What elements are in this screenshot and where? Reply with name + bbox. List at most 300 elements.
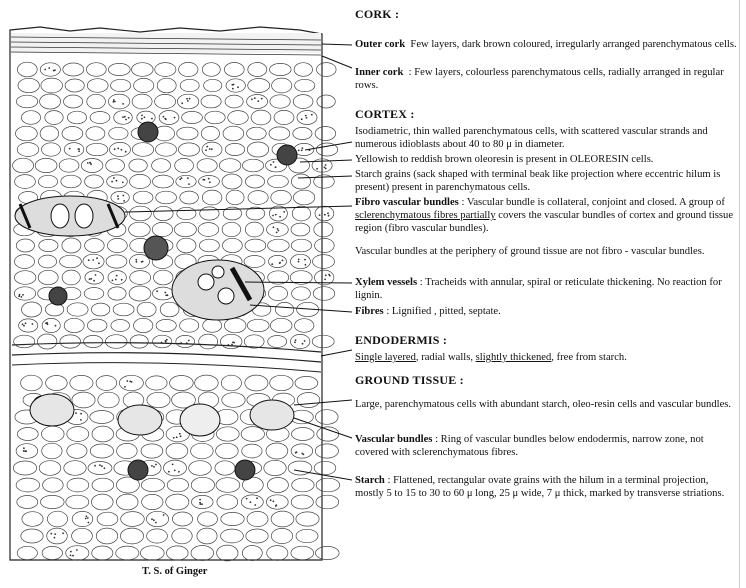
parenchyma-cell (242, 546, 262, 561)
parenchyma-cell (291, 223, 310, 236)
parenchyma-cell (174, 222, 196, 236)
parenchyma-cell (315, 206, 334, 221)
starch-grain-dot (129, 381, 131, 383)
parenchyma-cell (21, 111, 40, 125)
parenchyma-cell (178, 143, 199, 156)
fibro-vascular-bundle-left (15, 196, 125, 236)
parenchyma-cell (42, 443, 62, 459)
parenchyma-cell (64, 95, 83, 108)
parenchyma-cell (175, 158, 194, 172)
parenchyma-cell (293, 127, 312, 139)
parenchyma-cell (313, 255, 335, 269)
starch-grain-dot (165, 341, 167, 343)
parenchyma-cell (222, 174, 242, 189)
starch-grain-dot (187, 177, 189, 179)
leader-starch (298, 176, 352, 178)
parenchyma-cell (15, 175, 36, 189)
starch-grain-dot (23, 325, 25, 327)
parenchyma-cell (59, 159, 79, 172)
leader-inner-cork (322, 56, 352, 68)
parenchyma-cell (246, 529, 268, 543)
parenchyma-cell (222, 222, 241, 236)
parenchyma-cell (315, 444, 338, 458)
parenchyma-cell (270, 375, 293, 390)
parenchyma-cell (268, 239, 290, 252)
parenchyma-cell (81, 159, 103, 173)
parenchyma-cell (83, 254, 104, 269)
starch-grain-dot (53, 70, 55, 72)
parenchyma-cell (295, 79, 315, 91)
starch-grain-dot (48, 67, 50, 69)
parenchyma-cell (268, 336, 287, 348)
parenchyma-cell (267, 478, 288, 493)
parenchyma-cell (177, 127, 198, 140)
xylem-label: Xylem vessels (355, 277, 418, 288)
parenchyma-cell (90, 444, 113, 458)
parenchyma-cell (62, 238, 81, 253)
starch-grain-dot (95, 274, 97, 276)
parenchyma-cell (105, 335, 127, 349)
parenchyma-cell (248, 63, 267, 77)
endodermis-single-layered: Single layered (355, 352, 416, 363)
parenchyma-cell (274, 110, 294, 124)
parenchyma-cell (153, 270, 173, 285)
parenchyma-cell (130, 206, 152, 221)
parenchyma-cell (247, 142, 268, 157)
parenchyma-cell (16, 126, 38, 141)
parenchyma-cell (266, 495, 288, 509)
starch-grain-dot (115, 279, 117, 281)
parenchyma-cell (315, 238, 335, 252)
parenchyma-cell (65, 79, 84, 92)
parenchyma-cell (317, 427, 339, 441)
starch-grain-dot (117, 195, 119, 197)
starch-grain-dot (117, 148, 119, 150)
parenchyma-cell (156, 143, 177, 156)
starch-grain-dot (181, 177, 183, 179)
parenchyma-cell (140, 546, 164, 560)
parenchyma-cell (198, 512, 218, 526)
starch-grain-dot (301, 118, 303, 120)
parenchyma-cell (268, 286, 287, 300)
parenchyma-cell (245, 239, 266, 252)
fvb-desc-1: : Vascular bundle is collateral, conjoint and closed. A group of (461, 197, 725, 208)
starch-grain-dot (273, 161, 275, 163)
starch-grain-dot (165, 118, 167, 120)
starch-grain-dot (80, 419, 82, 421)
parenchyma-cell (17, 428, 38, 441)
leader-endodermis (321, 350, 352, 356)
parenchyma-cell (91, 303, 109, 316)
parenchyma-cell (47, 511, 67, 527)
parenchyma-cell (177, 238, 196, 253)
starch-grain-dot (254, 97, 256, 99)
starch-grain-dot (122, 182, 124, 184)
parenchyma-cell (72, 392, 95, 408)
parenchyma-cell (221, 512, 244, 525)
starch-grain-dot (250, 501, 252, 503)
starch-grain-dot (186, 98, 188, 100)
starch-grain-dot (141, 115, 143, 117)
starch-grain-dot (87, 162, 89, 164)
starch-grain-dot (114, 101, 116, 103)
parenchyma-cell (106, 255, 127, 268)
parenchyma-cell (130, 271, 151, 285)
parenchyma-cell (130, 335, 148, 348)
starch-grain-dot (232, 88, 234, 90)
parenchyma-cell (97, 512, 118, 526)
starch-grain-dot (316, 168, 318, 170)
parenchyma-cell (146, 511, 168, 526)
parenchyma-cell (153, 287, 174, 300)
right-border (739, 0, 740, 588)
parenchyma-cell (200, 207, 219, 220)
parenchyma-cell (142, 494, 163, 509)
parenchyma-cell (291, 334, 310, 348)
parenchyma-cell (293, 95, 313, 109)
parenchyma-cell (40, 126, 59, 141)
starch-grain-dot (189, 98, 191, 100)
ground-starch-label: Starch (355, 475, 385, 486)
leader-fibres (250, 305, 352, 312)
parenchyma-cell (42, 426, 65, 442)
starch-grain-dot (23, 447, 25, 449)
parenchyma-cell (270, 95, 290, 108)
parenchyma-cell (137, 302, 156, 317)
parenchyma-cell (64, 461, 86, 476)
starch-grain-dot (328, 274, 330, 276)
starch-grain-dot (272, 215, 274, 217)
parenchyma-cell (70, 375, 93, 390)
parenchyma-cell (85, 175, 104, 188)
parenchyma-cell (251, 110, 271, 125)
endodermis-starch-free: , free from starch. (551, 352, 627, 363)
starch-grain-dot (153, 519, 155, 521)
starch-grain-dot (75, 412, 77, 414)
starch-grain-dot (50, 533, 52, 535)
parenchyma-cell (41, 495, 65, 508)
starch-grain-dot (163, 514, 165, 516)
starch-grain-dot (125, 119, 127, 121)
parenchyma-cell (315, 127, 336, 141)
outer-cork-label: Outer cork (355, 39, 406, 50)
parenchyma-cell (292, 428, 315, 441)
parenchyma-cell (264, 460, 286, 475)
parenchyma-cell (155, 63, 176, 77)
starch-grain-dot (116, 180, 118, 182)
parenchyma-cell (291, 444, 313, 458)
parenchyma-cell (292, 206, 310, 221)
starch-grain-dot (90, 163, 92, 165)
parenchyma-cell (130, 174, 151, 188)
starch-grain-dot (114, 148, 116, 150)
starch-grain-dot (296, 451, 298, 453)
parenchyma-cell (205, 111, 225, 124)
starch-grain-dot (199, 503, 201, 505)
starch-grain-dot (151, 118, 153, 120)
starch-grain-dot (24, 450, 26, 452)
parenchyma-cell (147, 392, 170, 407)
starch-grain-dot (278, 230, 280, 232)
starch-grain-dot (304, 340, 306, 342)
starch-grain-dot (62, 532, 64, 534)
parenchyma-cell (296, 512, 319, 526)
starch-grain-dot (257, 100, 259, 102)
starch-grain-dot (164, 292, 166, 294)
starch-grain-dot (305, 264, 307, 266)
starch-grain-dot (45, 322, 47, 324)
starch-grain-dot (22, 324, 24, 326)
parenchyma-cell (98, 392, 119, 408)
parenchyma-cell (14, 287, 35, 300)
starch-grain-dot (180, 435, 182, 437)
starch-grain-dot (113, 99, 115, 101)
starch-grain-dot (96, 257, 98, 259)
starch-grain-dot (294, 341, 296, 343)
parenchyma-cell (172, 512, 192, 526)
starch-grain-dot (55, 325, 57, 327)
parenchyma-cell (133, 191, 153, 204)
parenchyma-cell (268, 175, 289, 187)
starch-grain-dot (70, 555, 72, 557)
parenchyma-cell (39, 461, 61, 476)
starch-grain-dot (76, 549, 78, 551)
parenchyma-cell (86, 127, 105, 141)
parenchyma-cell (17, 546, 37, 559)
parenchyma-cell (245, 375, 268, 391)
parenchyma-cell (204, 79, 222, 91)
parenchyma-cell (67, 478, 89, 492)
starch-grain-dot (327, 212, 329, 214)
parenchyma-cell (223, 126, 244, 141)
starch-grain-dot (92, 259, 94, 261)
starch-grain-dot (23, 450, 25, 452)
parenchyma-cell (116, 546, 139, 560)
parenchyma-cell (21, 375, 43, 391)
starch-grain-dot (78, 150, 80, 152)
parenchyma-cell (67, 303, 88, 316)
parenchyma-cell (111, 79, 131, 91)
parenchyma-cell (45, 303, 63, 316)
parenchyma-cell (106, 159, 125, 173)
starch-grain-dot (155, 522, 157, 524)
starch-grain-dot (273, 500, 275, 502)
starch-grain-dot (261, 98, 263, 100)
fibres-label: Fibres (355, 306, 384, 317)
parenchyma-cell (166, 494, 189, 510)
fvb-text (355, 196, 738, 235)
parenchyma-cell (90, 112, 110, 124)
starch-grain-dot (124, 386, 126, 388)
parenchyma-cell (14, 335, 35, 348)
starch-grain-dot (303, 454, 305, 456)
parenchyma-cell (292, 478, 314, 492)
parenchyma-cell (270, 318, 292, 332)
starch-grain-dot (325, 168, 327, 170)
parenchyma-cell (170, 376, 194, 391)
parenchyma-cell (217, 495, 238, 510)
starch-grain-dot (179, 433, 181, 435)
cortex-oleoresin: Yellowish to reddish brown oleoresin is present in OLEORESIN cells. (355, 154, 654, 165)
starch-grain-dot (22, 294, 24, 296)
parenchyma-cell (167, 478, 188, 492)
starch-grain-dot (231, 344, 233, 346)
parenchyma-cell (179, 62, 198, 76)
parenchyma-cell (42, 143, 61, 156)
parenchyma-cell (67, 111, 86, 124)
parenchyma-cell (160, 302, 179, 317)
starch-grain-dot (295, 339, 297, 341)
starch-grain-dot (121, 279, 123, 281)
parenchyma-cell (110, 142, 131, 156)
starch-grain-dot (328, 215, 330, 217)
parenchyma-cell (41, 78, 63, 93)
inner-cork-text (355, 66, 738, 92)
parenchyma-cell (111, 320, 130, 332)
ground-vb-text (355, 433, 738, 459)
parenchyma-cell (199, 176, 220, 188)
parenchyma-cell (119, 375, 143, 390)
starch-grain-dot (72, 555, 74, 557)
starch-grain-dot (298, 150, 300, 152)
fvb-label: Fibro vascular bundles (355, 197, 459, 208)
starch-grain-dot (117, 198, 119, 200)
starch-grain-dot (32, 323, 34, 325)
parenchyma-cell (92, 478, 114, 492)
parenchyma-cell (87, 94, 106, 108)
starch-grain-dot (155, 464, 157, 466)
parenchyma-cell (247, 319, 269, 331)
parenchyma-cell (297, 393, 320, 408)
parenchyma-cell (132, 94, 152, 109)
parenchyma-cell (18, 78, 39, 92)
starch-grain-dot (275, 504, 277, 506)
parenchyma-cell (159, 111, 179, 125)
starch-grain-dot (174, 117, 176, 119)
parenchyma-cell (270, 63, 292, 75)
parenchyma-cell (242, 444, 262, 458)
parenchyma-cell (129, 286, 151, 301)
parenchyma-cell (121, 512, 145, 527)
starch-grain-dot (122, 103, 124, 105)
parenchyma-cell (221, 375, 241, 391)
parenchyma-cell (192, 495, 214, 508)
parenchyma-cell (182, 111, 203, 123)
starch-grain-dot (80, 413, 82, 415)
starch-grain-dot (44, 69, 46, 71)
parenchyma-cell (313, 287, 335, 301)
parenchyma-cell (87, 319, 107, 332)
parenchyma-cell (177, 207, 196, 219)
outer-cork-desc: Few layers, dark brown coloured, irregularly arranged parenchymatous cells. (410, 39, 737, 50)
parenchyma-cell (129, 159, 147, 172)
parenchyma-cell (191, 443, 214, 459)
parenchyma-cell (132, 143, 153, 157)
starch-grain-dot (256, 497, 258, 499)
parenchyma-cell (293, 190, 314, 205)
parenchyma-cell (271, 190, 292, 204)
parenchyma-cell (176, 335, 195, 347)
parenchyma-cell (60, 255, 82, 268)
parenchyma-cell (16, 95, 37, 108)
starch-grain-dot (25, 322, 27, 324)
starch-grain-dot (144, 116, 146, 118)
starch-grain-dot (93, 280, 95, 282)
parenchyma-cell (271, 511, 294, 527)
parenchyma-cell (316, 546, 340, 559)
parenchyma-cell (202, 190, 222, 205)
parenchyma-cell (84, 288, 104, 300)
starch-grain-dot (86, 515, 88, 517)
starch-grain-dot (153, 466, 155, 468)
starch-grain-dot (21, 296, 23, 298)
parenchyma-cell (86, 143, 108, 155)
parenchyma-cell (146, 376, 167, 390)
parenchyma-cell (108, 271, 126, 285)
starch-grain-dot (324, 214, 326, 216)
parenchyma-cell (16, 478, 40, 492)
starch-grain-dot (167, 294, 169, 296)
ground-heading: GROUND TISSUE : (355, 373, 464, 387)
fvb-underlined: sclerenchymatous fibres partially (355, 210, 496, 221)
parenchyma-cell (269, 255, 287, 267)
parenchyma-cell (109, 127, 128, 139)
parenchyma-cell (13, 158, 34, 173)
endodermis-text (355, 351, 738, 364)
starch-grain-dot (273, 226, 275, 228)
parenchyma-cell (88, 462, 112, 475)
starch-grain-dot (19, 294, 21, 296)
parenchyma-cell (67, 444, 87, 459)
starch-grain-dot (302, 343, 304, 345)
parenchyma-cell (216, 443, 239, 458)
starch-grain-dot (128, 117, 130, 119)
inner-cork-desc: : Few layers, colourless parenchymatous cells, radially arranged in regular rows. (355, 67, 724, 91)
parenchyma-cell (191, 546, 214, 561)
starch-grain-dot (209, 181, 211, 183)
parenchyma-cell (96, 528, 117, 544)
starch-grain-dot (122, 195, 124, 197)
parenchyma-cell (294, 63, 312, 77)
parenchyma-cell (248, 79, 270, 93)
parenchyma-cell (40, 63, 60, 76)
parenchyma-cell (191, 477, 214, 492)
parenchyma-cell (38, 175, 57, 187)
parenchyma-cell (45, 111, 63, 125)
fibro-vascular-bundle-center (172, 260, 264, 320)
parenchyma-cell (111, 191, 129, 203)
parenchyma-cell (108, 287, 126, 300)
parenchyma-cell (267, 546, 288, 561)
starch-grain-dot (141, 118, 143, 120)
starch-grain-dot (199, 499, 201, 501)
parenchyma-cell (241, 495, 263, 509)
starch-grain-dot (156, 290, 158, 292)
parenchyma-cell (130, 254, 150, 268)
parenchyma-cell (291, 546, 314, 560)
parenchyma-cell (199, 334, 218, 349)
starch-grain-dot (112, 280, 114, 282)
outer-cork-text (355, 38, 738, 51)
starch-grain-dot (87, 517, 89, 519)
parenchyma-cell (92, 494, 114, 510)
parenchyma-cell (195, 375, 219, 391)
starch-grain-dot (251, 98, 253, 100)
endodermis-heading: ENDODERMIS : (355, 333, 448, 347)
inner-cork-label: Inner cork (355, 67, 404, 78)
parenchyma-cell (226, 79, 245, 92)
parenchyma-cell (141, 478, 164, 491)
